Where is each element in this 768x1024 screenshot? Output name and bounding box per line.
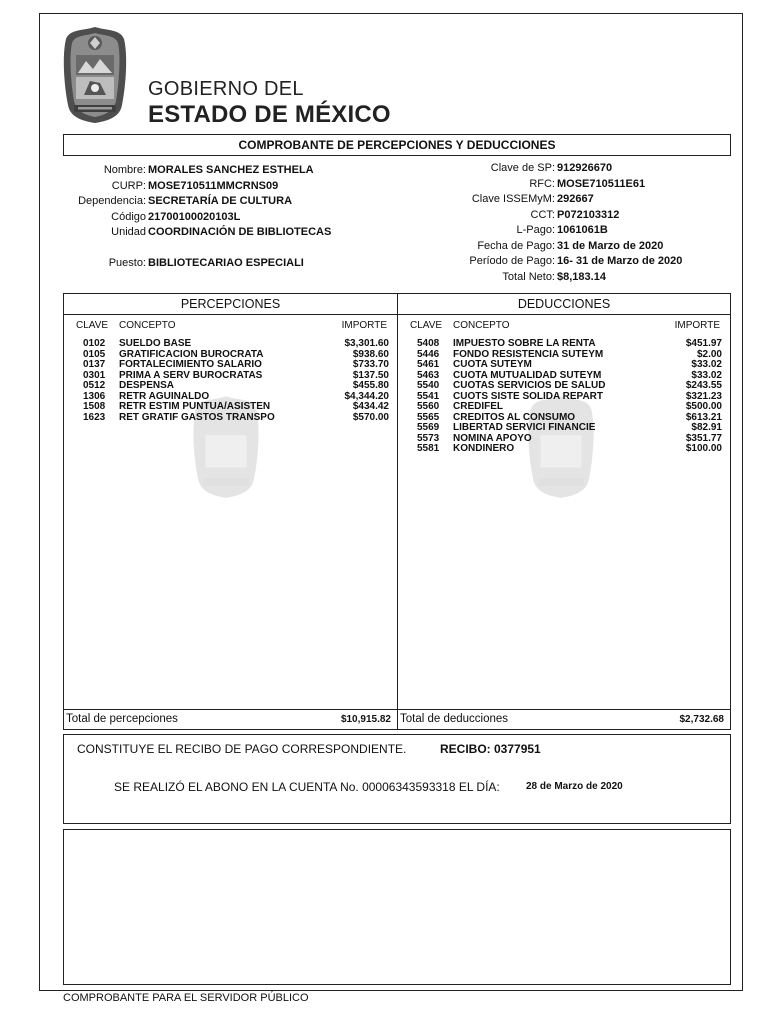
- row-clave: 1508: [83, 401, 106, 412]
- earnings-deductions-table: [63, 293, 731, 730]
- deducciones-title: DEDUCCIONES: [398, 294, 730, 315]
- row-importe: $4,344.20: [344, 390, 389, 402]
- field-value: 31 de Marzo de 2020: [557, 239, 664, 252]
- row-clave: 5560: [417, 401, 440, 412]
- table-row: [398, 360, 730, 371]
- row-importe: $351.77: [685, 432, 722, 444]
- total-percepciones-value: $10,915.82: [340, 714, 391, 725]
- row-clave: 5581: [417, 443, 440, 454]
- row-importe: $321.23: [685, 390, 722, 402]
- employee-codigo-row: [60, 210, 331, 226]
- row-clave: 0512: [83, 380, 106, 391]
- row-importe: $3,301.60: [344, 338, 389, 349]
- field-label: Dependencia:: [78, 195, 146, 207]
- total-percepciones-label: Total de percepciones: [66, 713, 178, 725]
- field-value: 21700100020103L: [148, 210, 241, 223]
- blank-notes-box: [63, 829, 731, 985]
- row-importe: $2.00: [696, 348, 722, 360]
- row-concepto: SUELDO BASE: [119, 338, 192, 349]
- footer-note: COMPROBANTE PARA EL SERVIDOR PÚBLICO: [63, 992, 309, 1004]
- row-importe: $33.02: [691, 369, 722, 381]
- employee-name-row: [60, 163, 331, 179]
- fecha-pago-row: [440, 239, 682, 255]
- field-value: P072103312: [557, 208, 620, 221]
- row-concepto: GRATIFICACION BUROCRATA: [119, 348, 264, 360]
- table-row: [64, 371, 397, 382]
- row-importe: $137.50: [352, 369, 389, 381]
- row-importe: $938.60: [352, 348, 389, 360]
- total-deducciones-label: Total de deducciones: [400, 713, 509, 725]
- row-importe: $33.02: [691, 359, 722, 370]
- deducciones-total-row: [398, 709, 730, 730]
- field-label: Unidad: [111, 226, 146, 238]
- table-row: [64, 402, 397, 413]
- table-row: [64, 381, 397, 392]
- field-label: Período de Pago:: [469, 255, 555, 267]
- field-label: Puesto:: [108, 257, 146, 269]
- row-concepto: PRIMA A SERV BUROCRATAS: [119, 369, 263, 381]
- table-row: [64, 339, 397, 350]
- percepciones-total-row: [64, 709, 397, 730]
- row-concepto: FORTALECIMIENTO SALARIO: [119, 359, 262, 370]
- row-concepto: CUOTAS SERVICIOS DE SALUD: [453, 380, 606, 391]
- table-row: [398, 392, 730, 403]
- rfc-row: [440, 177, 682, 193]
- employee-curp-row: [60, 179, 331, 195]
- row-concepto: FONDO RESISTENCIA SUTEYM: [453, 348, 604, 360]
- field-label: L-Pago:: [516, 224, 555, 236]
- row-clave: 0301: [83, 369, 106, 381]
- row-importe: $733.70: [352, 359, 389, 370]
- l-pago-row: [440, 223, 682, 239]
- row-importe: $243.55: [685, 380, 722, 391]
- field-label: CURP:: [111, 179, 146, 192]
- percepciones-column: [64, 294, 398, 729]
- percepciones-header-row: [64, 315, 397, 337]
- row-clave: 5565: [417, 411, 440, 423]
- row-importe: $434.42: [352, 401, 389, 412]
- table-row: [398, 381, 730, 392]
- column-header-concepto: CONCEPTO: [119, 320, 176, 331]
- deducciones-rows: [398, 339, 730, 455]
- row-concepto: DESPENSA: [119, 380, 175, 391]
- document-title: COMPROBANTE DE PERCEPCIONES Y DEDUCCIONES: [63, 134, 731, 156]
- column-header-importe: IMPORTE: [674, 320, 720, 331]
- field-label: Total Neto:: [502, 270, 555, 283]
- row-concepto: KONDINERO: [453, 443, 515, 454]
- row-clave: 5573: [417, 432, 440, 444]
- row-concepto: RETR AGUINALDO: [119, 390, 210, 402]
- table-row: [398, 339, 730, 350]
- row-clave: 5408: [417, 338, 440, 349]
- payment-info: [440, 161, 682, 285]
- table-row: [398, 402, 730, 413]
- employee-unidad-row: [60, 225, 331, 241]
- government-name-line1: GOBIERNO DEL: [148, 78, 304, 100]
- total-deducciones-value: $2,732.68: [679, 714, 724, 725]
- field-value: MOSE710511E61: [557, 177, 646, 190]
- field-value: 16- 31 de Marzo de 2020: [557, 255, 683, 267]
- cct-row: [440, 208, 682, 224]
- clave-issemym-row: [440, 192, 682, 208]
- row-clave: 5446: [417, 348, 440, 360]
- state-seal-logo: [60, 25, 130, 125]
- field-value: BIBLIOTECARIAO ESPECIALI: [148, 257, 304, 269]
- field-value: SECRETARÍA DE CULTURA: [148, 195, 293, 207]
- field-value: MOSE710511MMCRNS09: [148, 179, 279, 192]
- field-value: $8,183.14: [557, 270, 606, 283]
- row-concepto: LIBERTAD SERVICI FINANCIE: [453, 422, 596, 433]
- deducciones-header-row: [398, 315, 730, 337]
- row-clave: 1306: [83, 390, 106, 402]
- employee-puesto-row: [60, 256, 331, 272]
- row-clave: 5569: [417, 422, 440, 433]
- deposit-date: 28 de Marzo de 2020: [526, 781, 623, 792]
- field-value: 1061061B: [557, 224, 608, 236]
- row-concepto: CREDITOS AL CONSUMO: [453, 411, 576, 423]
- row-importe: $455.80: [352, 380, 389, 391]
- government-name-line2: ESTADO DE MÉXICO: [148, 101, 391, 128]
- column-header-clave: CLAVE: [410, 320, 443, 331]
- clave-sp-row: [440, 161, 682, 177]
- percepciones-rows: [64, 339, 397, 423]
- row-concepto: CREDIFEL: [453, 401, 503, 412]
- employee-dependencia-row: [60, 194, 331, 210]
- row-concepto: CUOTS SISTE SOLIDA REPART: [453, 390, 604, 402]
- field-label: Clave de SP:: [490, 162, 555, 174]
- row-concepto: CUOTA MUTUALIDAD SUTEYM: [453, 369, 602, 381]
- spacer-row: [60, 241, 331, 257]
- row-concepto: IMPUESTO SOBRE LA RENTA: [453, 338, 596, 349]
- field-label: CCT:: [530, 208, 555, 221]
- row-concepto: RETR ESTIM PUNTUA/ASISTEN: [119, 401, 271, 412]
- row-importe: $451.97: [685, 338, 722, 349]
- row-concepto: RET GRATIF GASTOS TRANSPO: [119, 411, 275, 423]
- percepciones-title: PERCEPCIONES: [64, 294, 397, 315]
- row-clave: 0102: [83, 338, 106, 349]
- receipt-number: RECIBO: 0377951: [440, 742, 541, 756]
- field-label: Nombre:: [103, 164, 146, 176]
- row-importe: $100.00: [685, 443, 722, 454]
- field-value: 912926670: [557, 162, 613, 174]
- field-label: Fecha de Pago:: [477, 239, 555, 252]
- row-clave: 0105: [83, 348, 106, 360]
- row-clave: 5461: [417, 359, 440, 370]
- field-value: COORDINACIÓN DE BIBLIOTECAS: [148, 226, 332, 238]
- employee-info: [60, 163, 331, 272]
- table-row: [398, 444, 730, 455]
- table-row: [398, 423, 730, 434]
- row-importe: $500.00: [685, 401, 722, 412]
- receipt-statement: CONSTITUYE EL RECIBO DE PAGO CORRESPONDIENTE.: [77, 742, 407, 756]
- column-header-importe: IMPORTE: [341, 320, 387, 331]
- periodo-pago-row: [440, 254, 682, 270]
- table-row: [64, 413, 397, 424]
- row-importe: $570.00: [352, 411, 389, 423]
- row-clave: 5541: [417, 390, 440, 402]
- deducciones-column: [398, 294, 730, 729]
- total-neto-row: [440, 270, 682, 286]
- column-header-concepto: CONCEPTO: [453, 320, 510, 331]
- row-importe: $82.91: [691, 422, 722, 433]
- table-row: [398, 350, 730, 361]
- table-row: [64, 360, 397, 371]
- field-value: 292667: [557, 193, 594, 205]
- deposit-statement: SE REALIZÓ EL ABONO EN LA CUENTA No. 00006343593318 EL DÍA:: [114, 780, 500, 794]
- field-label: Clave ISSEMyM:: [471, 193, 555, 205]
- row-importe: $613.21: [685, 411, 722, 423]
- row-concepto: CUOTA SUTEYM: [453, 359, 532, 370]
- table-row: [398, 434, 730, 445]
- field-value: MORALES SANCHEZ ESTHELA: [148, 164, 314, 176]
- row-clave: 5540: [417, 380, 440, 391]
- row-concepto: NOMINA APOYO: [453, 432, 532, 444]
- field-label: RFC:: [529, 177, 555, 190]
- row-clave: 5463: [417, 369, 440, 381]
- column-header-clave: CLAVE: [76, 320, 109, 331]
- row-clave: 1623: [83, 411, 106, 423]
- row-clave: 0137: [83, 359, 106, 370]
- receipt-box: [63, 734, 731, 824]
- field-label: Código: [111, 210, 146, 223]
